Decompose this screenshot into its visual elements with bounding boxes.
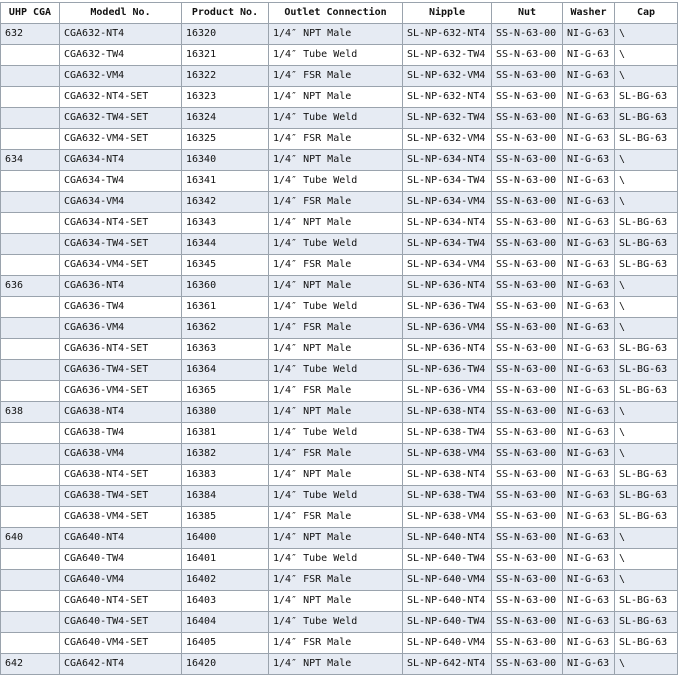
product-table-container: [0, 2, 680, 675]
cell-washer: NI-G-63: [563, 465, 615, 486]
cell-cap: SL-BG-63: [615, 87, 678, 108]
cell-uhp-cga: [1, 213, 60, 234]
cell-nipple: SL-NP-634-TW4: [403, 171, 492, 192]
cell-nipple: SL-NP-632-NT4: [403, 87, 492, 108]
cell-outlet-connection: 1/4″ Tube Weld: [269, 171, 403, 192]
cell-outlet-connection: 1/4″ FSR Male: [269, 318, 403, 339]
cell-washer: NI-G-63: [563, 24, 615, 45]
cell-outlet-connection: 1/4″ Tube Weld: [269, 108, 403, 129]
cell-uhp-cga: [1, 129, 60, 150]
cell-uhp-cga: [1, 423, 60, 444]
cell-nut: SS-N-63-00: [492, 24, 563, 45]
table-row: [1, 444, 678, 465]
cell-outlet-connection: 1/4″ NPT Male: [269, 150, 403, 171]
cell-nut: SS-N-63-00: [492, 255, 563, 276]
cell-product-no: 16361: [182, 297, 269, 318]
cell-uhp-cga: [1, 339, 60, 360]
cell-model-no: CGA638-NT4-SET: [60, 465, 182, 486]
cell-outlet-connection: 1/4″ FSR Male: [269, 381, 403, 402]
cell-product-no: 16344: [182, 234, 269, 255]
table-row: [1, 507, 678, 528]
cell-model-no: CGA636-VM4: [60, 318, 182, 339]
cell-model-no: CGA638-TW4: [60, 423, 182, 444]
cell-model-no: CGA640-NT4: [60, 528, 182, 549]
cell-product-no: 16401: [182, 549, 269, 570]
cell-cap: SL-BG-63: [615, 360, 678, 381]
cell-model-no: CGA636-TW4-SET: [60, 360, 182, 381]
cell-cap: SL-BG-63: [615, 234, 678, 255]
column-header-nut: Nut: [492, 3, 563, 24]
cell-model-no: CGA632-VM4: [60, 66, 182, 87]
cell-washer: NI-G-63: [563, 591, 615, 612]
column-header-model-no: Modedl No.: [60, 3, 182, 24]
cell-product-no: 16322: [182, 66, 269, 87]
cell-nut: SS-N-63-00: [492, 108, 563, 129]
cell-cap: \: [615, 192, 678, 213]
cell-nipple: SL-NP-638-TW4: [403, 486, 492, 507]
cell-product-no: 16385: [182, 507, 269, 528]
cell-cap: \: [615, 318, 678, 339]
cell-nipple: SL-NP-640-VM4: [403, 633, 492, 654]
cell-washer: NI-G-63: [563, 402, 615, 423]
cell-cap: SL-BG-63: [615, 381, 678, 402]
cell-outlet-connection: 1/4″ NPT Male: [269, 465, 403, 486]
cell-nipple: SL-NP-638-NT4: [403, 465, 492, 486]
table-row: [1, 633, 678, 654]
cell-nipple: SL-NP-632-NT4: [403, 24, 492, 45]
cell-washer: NI-G-63: [563, 339, 615, 360]
column-header-outlet-connection: Outlet Connection: [269, 3, 403, 24]
cell-nipple: SL-NP-636-NT4: [403, 339, 492, 360]
cell-washer: NI-G-63: [563, 192, 615, 213]
column-header-product-no: Product No.: [182, 3, 269, 24]
cell-uhp-cga: [1, 108, 60, 129]
cell-washer: NI-G-63: [563, 234, 615, 255]
cell-product-no: 16383: [182, 465, 269, 486]
cell-cap: \: [615, 444, 678, 465]
cell-cap: \: [615, 297, 678, 318]
cell-model-no: CGA632-NT4-SET: [60, 87, 182, 108]
cell-product-no: 16324: [182, 108, 269, 129]
cell-nut: SS-N-63-00: [492, 570, 563, 591]
cell-washer: NI-G-63: [563, 381, 615, 402]
cell-uhp-cga: [1, 591, 60, 612]
cell-washer: NI-G-63: [563, 423, 615, 444]
cell-nipple: SL-NP-632-VM4: [403, 66, 492, 87]
cell-uhp-cga: [1, 171, 60, 192]
cell-cap: SL-BG-63: [615, 129, 678, 150]
cell-outlet-connection: 1/4″ NPT Male: [269, 276, 403, 297]
cell-outlet-connection: 1/4″ Tube Weld: [269, 45, 403, 66]
table-row: [1, 150, 678, 171]
cell-uhp-cga: 632: [1, 24, 60, 45]
cell-nipple: SL-NP-632-TW4: [403, 45, 492, 66]
cell-nipple: SL-NP-634-NT4: [403, 150, 492, 171]
cell-model-no: CGA636-VM4-SET: [60, 381, 182, 402]
cell-uhp-cga: [1, 444, 60, 465]
cell-uhp-cga: [1, 570, 60, 591]
cell-nut: SS-N-63-00: [492, 87, 563, 108]
cell-nut: SS-N-63-00: [492, 129, 563, 150]
cell-model-no: CGA640-TW4-SET: [60, 612, 182, 633]
cell-cap: \: [615, 528, 678, 549]
cell-product-no: 16343: [182, 213, 269, 234]
cell-uhp-cga: [1, 255, 60, 276]
cell-nipple: SL-NP-642-NT4: [403, 654, 492, 675]
table-row: [1, 129, 678, 150]
cell-outlet-connection: 1/4″ Tube Weld: [269, 423, 403, 444]
cell-uhp-cga: 638: [1, 402, 60, 423]
cell-uhp-cga: [1, 486, 60, 507]
cell-nipple: SL-NP-634-NT4: [403, 213, 492, 234]
cell-model-no: CGA638-TW4-SET: [60, 486, 182, 507]
cell-uhp-cga: 634: [1, 150, 60, 171]
cell-uhp-cga: [1, 507, 60, 528]
cell-uhp-cga: [1, 465, 60, 486]
cell-product-no: 16405: [182, 633, 269, 654]
cell-nut: SS-N-63-00: [492, 213, 563, 234]
table-row: [1, 45, 678, 66]
cell-model-no: CGA638-VM4: [60, 444, 182, 465]
cell-washer: NI-G-63: [563, 444, 615, 465]
column-header-washer: Washer: [563, 3, 615, 24]
cell-outlet-connection: 1/4″ NPT Male: [269, 213, 403, 234]
cell-nut: SS-N-63-00: [492, 276, 563, 297]
cell-washer: NI-G-63: [563, 171, 615, 192]
cell-outlet-connection: 1/4″ FSR Male: [269, 192, 403, 213]
table-row: [1, 234, 678, 255]
cell-cap: \: [615, 45, 678, 66]
cell-nut: SS-N-63-00: [492, 654, 563, 675]
cell-outlet-connection: 1/4″ NPT Male: [269, 654, 403, 675]
cell-nut: SS-N-63-00: [492, 444, 563, 465]
cell-washer: NI-G-63: [563, 570, 615, 591]
cell-nut: SS-N-63-00: [492, 381, 563, 402]
table-row: [1, 87, 678, 108]
cell-nut: SS-N-63-00: [492, 171, 563, 192]
cell-washer: NI-G-63: [563, 549, 615, 570]
table-row: [1, 465, 678, 486]
cell-cap: SL-BG-63: [615, 339, 678, 360]
cell-cap: \: [615, 570, 678, 591]
cell-outlet-connection: 1/4″ FSR Male: [269, 129, 403, 150]
cell-cap: \: [615, 276, 678, 297]
cell-model-no: CGA636-TW4: [60, 297, 182, 318]
cell-nut: SS-N-63-00: [492, 465, 563, 486]
cell-uhp-cga: [1, 66, 60, 87]
table-row: [1, 381, 678, 402]
cell-product-no: 16365: [182, 381, 269, 402]
cell-model-no: CGA634-NT4: [60, 150, 182, 171]
table-row: [1, 213, 678, 234]
cell-model-no: CGA634-VM4: [60, 192, 182, 213]
table-row: [1, 108, 678, 129]
cell-model-no: CGA638-VM4-SET: [60, 507, 182, 528]
cell-uhp-cga: [1, 549, 60, 570]
cell-product-no: 16404: [182, 612, 269, 633]
cell-outlet-connection: 1/4″ Tube Weld: [269, 549, 403, 570]
cell-nipple: SL-NP-632-VM4: [403, 129, 492, 150]
cell-outlet-connection: 1/4″ NPT Male: [269, 402, 403, 423]
cell-cap: SL-BG-63: [615, 213, 678, 234]
cell-model-no: CGA640-NT4-SET: [60, 591, 182, 612]
cell-product-no: 16321: [182, 45, 269, 66]
cell-cap: \: [615, 549, 678, 570]
cell-outlet-connection: 1/4″ FSR Male: [269, 570, 403, 591]
cell-model-no: CGA634-VM4-SET: [60, 255, 182, 276]
cell-nut: SS-N-63-00: [492, 633, 563, 654]
cell-nipple: SL-NP-640-TW4: [403, 612, 492, 633]
cell-outlet-connection: 1/4″ FSR Male: [269, 444, 403, 465]
cell-cap: SL-BG-63: [615, 507, 678, 528]
cell-nut: SS-N-63-00: [492, 297, 563, 318]
cell-uhp-cga: [1, 297, 60, 318]
cell-washer: NI-G-63: [563, 318, 615, 339]
cell-nipple: SL-NP-634-TW4: [403, 234, 492, 255]
table-row: [1, 423, 678, 444]
cell-outlet-connection: 1/4″ Tube Weld: [269, 486, 403, 507]
cell-product-no: 16360: [182, 276, 269, 297]
cell-cap: SL-BG-63: [615, 633, 678, 654]
cell-model-no: CGA632-VM4-SET: [60, 129, 182, 150]
cell-washer: NI-G-63: [563, 129, 615, 150]
cell-model-no: CGA638-NT4: [60, 402, 182, 423]
cell-nipple: SL-NP-636-TW4: [403, 360, 492, 381]
table-row: [1, 528, 678, 549]
product-table: [0, 2, 678, 675]
cell-product-no: 16381: [182, 423, 269, 444]
table-row: [1, 255, 678, 276]
cell-uhp-cga: [1, 633, 60, 654]
table-row: [1, 24, 678, 45]
cell-cap: SL-BG-63: [615, 591, 678, 612]
cell-nipple: SL-NP-636-VM4: [403, 381, 492, 402]
cell-cap: \: [615, 66, 678, 87]
cell-cap: \: [615, 654, 678, 675]
cell-nipple: SL-NP-640-NT4: [403, 591, 492, 612]
cell-product-no: 16403: [182, 591, 269, 612]
cell-uhp-cga: [1, 381, 60, 402]
table-row: [1, 318, 678, 339]
column-header-cap: Cap: [615, 3, 678, 24]
cell-nipple: SL-NP-636-VM4: [403, 318, 492, 339]
cell-nut: SS-N-63-00: [492, 360, 563, 381]
cell-nipple: SL-NP-640-NT4: [403, 528, 492, 549]
table-row: [1, 612, 678, 633]
cell-nut: SS-N-63-00: [492, 318, 563, 339]
cell-cap: SL-BG-63: [615, 255, 678, 276]
cell-outlet-connection: 1/4″ NPT Male: [269, 24, 403, 45]
cell-washer: NI-G-63: [563, 486, 615, 507]
cell-product-no: 16384: [182, 486, 269, 507]
cell-nut: SS-N-63-00: [492, 150, 563, 171]
table-row: [1, 339, 678, 360]
cell-nipple: SL-NP-640-TW4: [403, 549, 492, 570]
cell-cap: SL-BG-63: [615, 108, 678, 129]
cell-outlet-connection: 1/4″ Tube Weld: [269, 297, 403, 318]
cell-outlet-connection: 1/4″ FSR Male: [269, 66, 403, 87]
cell-washer: NI-G-63: [563, 108, 615, 129]
table-row: [1, 591, 678, 612]
cell-nipple: SL-NP-638-TW4: [403, 423, 492, 444]
cell-nut: SS-N-63-00: [492, 486, 563, 507]
cell-uhp-cga: 636: [1, 276, 60, 297]
cell-uhp-cga: [1, 87, 60, 108]
cell-model-no: CGA634-TW4-SET: [60, 234, 182, 255]
cell-nipple: SL-NP-632-TW4: [403, 108, 492, 129]
cell-product-no: 16380: [182, 402, 269, 423]
cell-product-no: 16340: [182, 150, 269, 171]
cell-product-no: 16382: [182, 444, 269, 465]
cell-nipple: SL-NP-638-NT4: [403, 402, 492, 423]
cell-uhp-cga: [1, 45, 60, 66]
cell-uhp-cga: [1, 192, 60, 213]
table-row: [1, 486, 678, 507]
cell-model-no: CGA632-NT4: [60, 24, 182, 45]
cell-outlet-connection: 1/4″ NPT Male: [269, 591, 403, 612]
cell-product-no: 16420: [182, 654, 269, 675]
cell-washer: NI-G-63: [563, 150, 615, 171]
table-row: [1, 654, 678, 675]
cell-product-no: 16363: [182, 339, 269, 360]
cell-nut: SS-N-63-00: [492, 339, 563, 360]
table-row: [1, 570, 678, 591]
cell-washer: NI-G-63: [563, 276, 615, 297]
cell-cap: SL-BG-63: [615, 612, 678, 633]
cell-washer: NI-G-63: [563, 507, 615, 528]
cell-nut: SS-N-63-00: [492, 402, 563, 423]
cell-product-no: 16364: [182, 360, 269, 381]
cell-outlet-connection: 1/4″ FSR Male: [269, 633, 403, 654]
cell-outlet-connection: 1/4″ NPT Male: [269, 87, 403, 108]
cell-product-no: 16325: [182, 129, 269, 150]
cell-outlet-connection: 1/4″ FSR Male: [269, 255, 403, 276]
cell-nipple: SL-NP-640-VM4: [403, 570, 492, 591]
cell-nut: SS-N-63-00: [492, 234, 563, 255]
cell-uhp-cga: [1, 612, 60, 633]
cell-model-no: CGA634-NT4-SET: [60, 213, 182, 234]
cell-outlet-connection: 1/4″ Tube Weld: [269, 234, 403, 255]
cell-model-no: CGA640-TW4: [60, 549, 182, 570]
cell-outlet-connection: 1/4″ Tube Weld: [269, 360, 403, 381]
cell-nut: SS-N-63-00: [492, 45, 563, 66]
cell-cap: \: [615, 423, 678, 444]
cell-product-no: 16341: [182, 171, 269, 192]
cell-washer: NI-G-63: [563, 45, 615, 66]
cell-model-no: CGA632-TW4: [60, 45, 182, 66]
cell-uhp-cga: [1, 360, 60, 381]
cell-model-no: CGA642-NT4: [60, 654, 182, 675]
cell-uhp-cga: [1, 318, 60, 339]
cell-nipple: SL-NP-636-NT4: [403, 276, 492, 297]
cell-nut: SS-N-63-00: [492, 507, 563, 528]
cell-outlet-connection: 1/4″ NPT Male: [269, 528, 403, 549]
table-row: [1, 360, 678, 381]
table-row: [1, 171, 678, 192]
cell-model-no: CGA636-NT4-SET: [60, 339, 182, 360]
cell-nipple: SL-NP-638-VM4: [403, 507, 492, 528]
cell-washer: NI-G-63: [563, 528, 615, 549]
cell-washer: NI-G-63: [563, 297, 615, 318]
cell-outlet-connection: 1/4″ NPT Male: [269, 339, 403, 360]
cell-cap: SL-BG-63: [615, 465, 678, 486]
table-row: [1, 297, 678, 318]
cell-uhp-cga: [1, 234, 60, 255]
cell-washer: NI-G-63: [563, 633, 615, 654]
cell-nipple: SL-NP-636-TW4: [403, 297, 492, 318]
cell-washer: NI-G-63: [563, 213, 615, 234]
cell-nipple: SL-NP-634-VM4: [403, 255, 492, 276]
cell-washer: NI-G-63: [563, 654, 615, 675]
cell-nut: SS-N-63-00: [492, 612, 563, 633]
cell-nut: SS-N-63-00: [492, 423, 563, 444]
table-body: [1, 24, 678, 675]
cell-cap: SL-BG-63: [615, 486, 678, 507]
cell-product-no: 16320: [182, 24, 269, 45]
table-header-row: [1, 3, 678, 24]
cell-cap: \: [615, 150, 678, 171]
cell-product-no: 16323: [182, 87, 269, 108]
cell-product-no: 16362: [182, 318, 269, 339]
cell-model-no: CGA640-VM4: [60, 570, 182, 591]
cell-cap: \: [615, 402, 678, 423]
cell-nipple: SL-NP-634-VM4: [403, 192, 492, 213]
cell-cap: \: [615, 171, 678, 192]
cell-model-no: CGA640-VM4-SET: [60, 633, 182, 654]
cell-outlet-connection: 1/4″ Tube Weld: [269, 612, 403, 633]
cell-washer: NI-G-63: [563, 360, 615, 381]
table-row: [1, 66, 678, 87]
cell-product-no: 16345: [182, 255, 269, 276]
table-row: [1, 276, 678, 297]
cell-nut: SS-N-63-00: [492, 549, 563, 570]
cell-model-no: CGA636-NT4: [60, 276, 182, 297]
cell-nut: SS-N-63-00: [492, 66, 563, 87]
cell-model-no: CGA632-TW4-SET: [60, 108, 182, 129]
cell-washer: NI-G-63: [563, 66, 615, 87]
cell-product-no: 16400: [182, 528, 269, 549]
cell-product-no: 16402: [182, 570, 269, 591]
cell-product-no: 16342: [182, 192, 269, 213]
table-row: [1, 549, 678, 570]
cell-uhp-cga: 642: [1, 654, 60, 675]
cell-washer: NI-G-63: [563, 87, 615, 108]
cell-uhp-cga: 640: [1, 528, 60, 549]
cell-nut: SS-N-63-00: [492, 591, 563, 612]
cell-nipple: SL-NP-638-VM4: [403, 444, 492, 465]
cell-cap: \: [615, 24, 678, 45]
column-header-nipple: Nipple: [403, 3, 492, 24]
cell-washer: NI-G-63: [563, 612, 615, 633]
cell-outlet-connection: 1/4″ FSR Male: [269, 507, 403, 528]
cell-washer: NI-G-63: [563, 255, 615, 276]
cell-model-no: CGA634-TW4: [60, 171, 182, 192]
cell-nut: SS-N-63-00: [492, 192, 563, 213]
cell-nut: SS-N-63-00: [492, 528, 563, 549]
column-header-uhp-cga: UHP CGA: [1, 3, 60, 24]
table-row: [1, 192, 678, 213]
table-row: [1, 402, 678, 423]
